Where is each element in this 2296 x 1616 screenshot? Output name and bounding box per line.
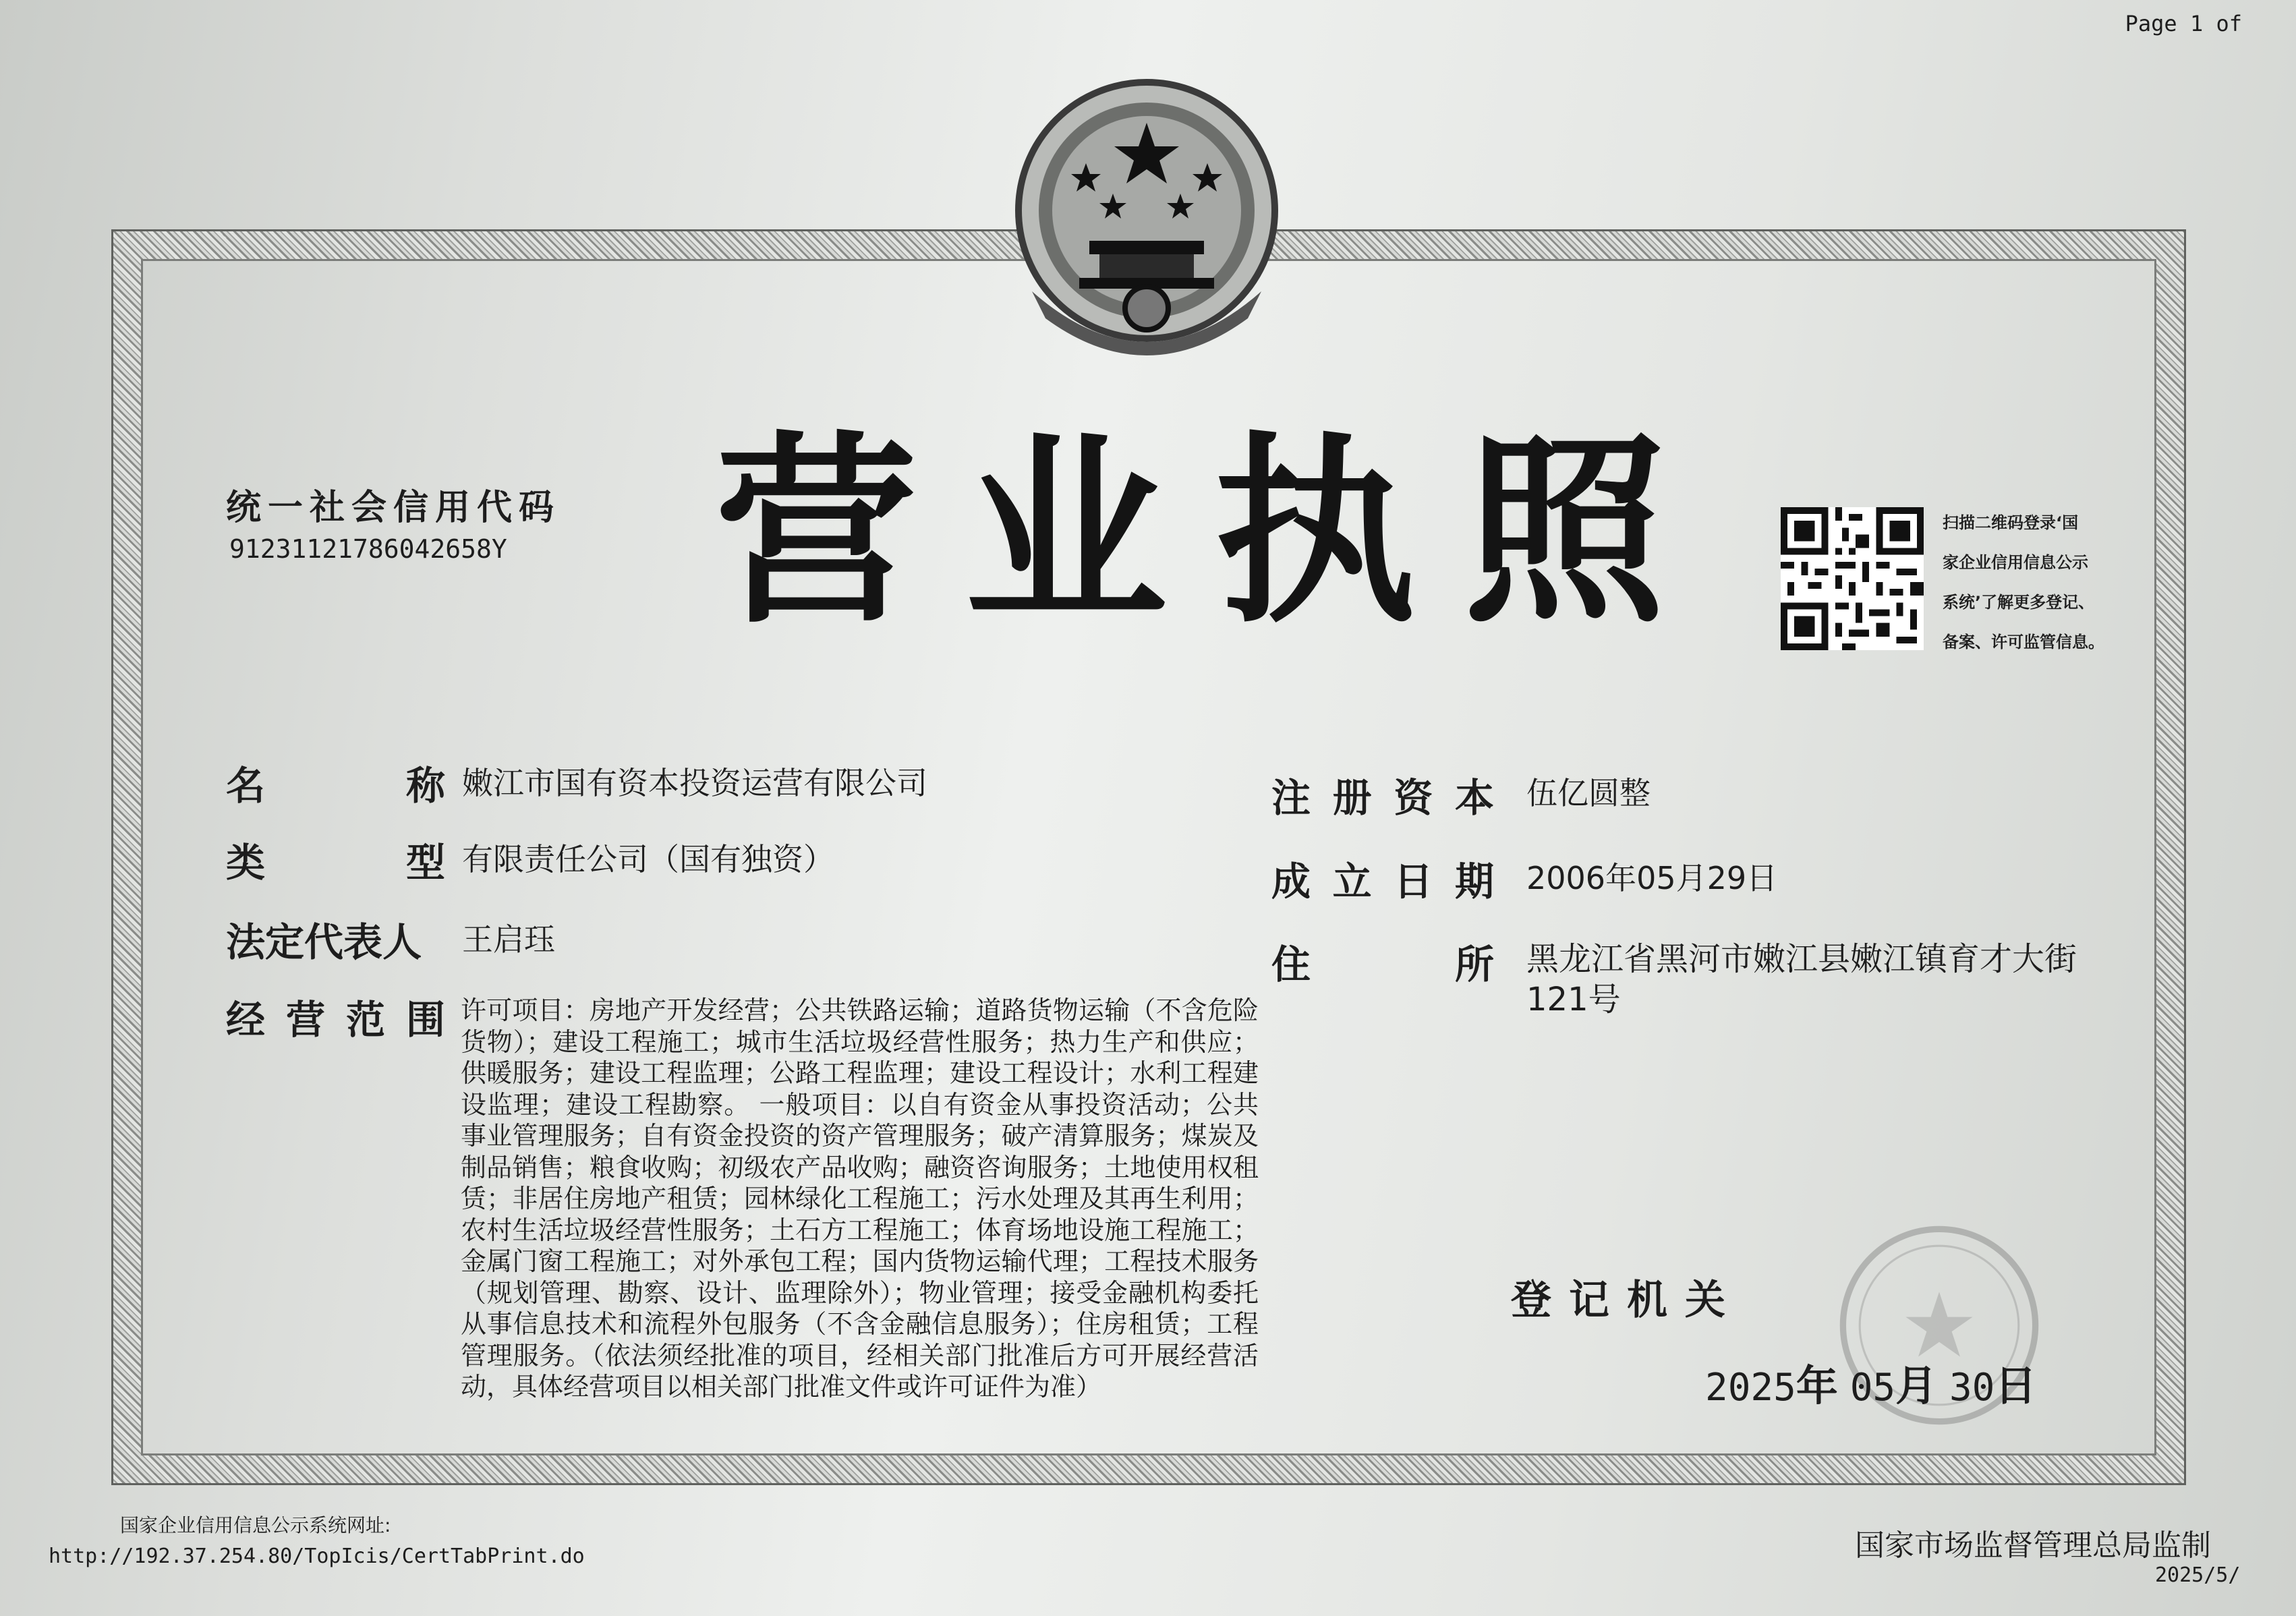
credit-code-label: 统一社会信用代码 [226,488,561,528]
business-scope-value: 许可项目：房地产开发经营；公共铁路运输；道路货物运输（不含危险货物）；建设工程施工；城市生活垃圾经营性服务；热力生产和供应；供暖服务；建设工程监理；公路工程监理；建设工程设计；水利工程建设监理；建设工程勘察。 一般项目：以自有资金从事投资活动；公共事业管理服务；自有资金投资的资产管理服务；破产清算服务；煤炭及制品销售；粮食收购；初级农产品收购；融资咨询服务；土地使用权租赁；非居住房地产租赁；园林绿化工程施工；污水处理及其再生利用；农村生活垃圾经营性服务；土石方工程施工；体育场地设施工程施工；金属门窗工程施工；对外承包工程；国内货物运输代理；工程技术服务（规划管理、勘察、设计、监理除外）；物业管理；接受金融机构委托从事信息技术和流程外包服务（不含金融信息服务）；住房租赁；工程管理服务。（依法须经批准的项目，经相关部门批准后方可开展经营活动，具体经营项目以相关部门批准文件或许可证件为准） [461,995,1259,1402]
reg-month: 05 [1849,1366,1896,1410]
reg-month-unit: 月 [1895,1361,1938,1410]
label-char: 范 [345,997,385,1043]
qr-code-icon [1781,507,1924,650]
label-char: 册 [1332,775,1372,821]
label-char: 本 [1454,775,1494,821]
legal-rep-value: 王启珏 [462,921,555,958]
print-date: 2025/5/ [2155,1563,2241,1587]
website-label: 国家企业信用信息公示系统网址: [120,1514,391,1536]
website-url: http://192.37.254.80/TopIcis/CertTabPrint.do [49,1545,585,1568]
label-char: 型 [405,840,445,886]
reg-day: 30 [1949,1366,1995,1410]
label-char: 营 [285,997,325,1043]
label-char: 表 [343,919,383,965]
label-char: 立 [1332,859,1372,904]
label-char: 定 [265,919,305,965]
label-char: 注 [1271,775,1311,821]
established-date-value: 2006年05月29日 [1526,860,1778,896]
qr-caption [1943,503,2111,662]
capital-label [1271,766,1494,823]
qr-caption-line: 系统’了解更多登记、 [1943,593,2095,612]
legal-rep-label [226,911,422,967]
credit-code-value: 91231121786042658Y [229,534,507,564]
label-char: 围 [405,997,445,1043]
label-char: 称 [405,763,445,809]
label-char: 类 [226,840,266,886]
registration-authority-label: 登记机关 [1511,1277,1743,1324]
label-char: 住 [1271,942,1311,987]
label-char: 法 [226,919,266,965]
type-label [226,831,445,888]
qr-caption-line: 家企业信用信息公示 [1943,553,2088,572]
name-label [226,754,445,811]
reg-day-unit: 日 [1994,1361,2037,1410]
qr-caption-line: 备案、许可监管信息。 [1943,633,2104,652]
qr-caption-line: 扫描二维码登录‘国 [1943,513,2079,532]
national-emblem-icon [1005,76,1288,386]
page-number: Page 1 of [2125,11,2242,36]
label-char: 成 [1271,859,1311,904]
label-char: 资 [1394,775,1433,821]
company-name-value: 嫩江市国有资本投资运营有限公司 [462,765,927,801]
company-type-value: 有限责任公司（国有独资） [462,841,834,877]
address-label [1271,933,1494,989]
label-char: 名 [226,763,266,809]
document-title: 营业执照 [715,415,1713,650]
supervised-by: 国家市场监督管理总局监制 [1855,1528,2211,1563]
reg-year-unit: 年 [1796,1361,1838,1410]
label-char: 期 [1454,859,1494,904]
established-label [1271,850,1494,906]
reg-year: 2025 [1705,1366,1796,1410]
scope-label [226,988,445,1045]
label-char: 人 [382,919,422,965]
registered-capital-value: 伍亿圆整 [1526,775,1651,811]
registration-date [1705,1352,2036,1412]
label-char: 所 [1454,942,1494,987]
address-value: 黑龙江省黑河市嫩江县嫩江镇育才大街121号 [1526,940,2077,1018]
label-char: 经 [226,997,266,1043]
label-char: 代 [304,919,344,965]
label-char: 日 [1394,859,1433,904]
